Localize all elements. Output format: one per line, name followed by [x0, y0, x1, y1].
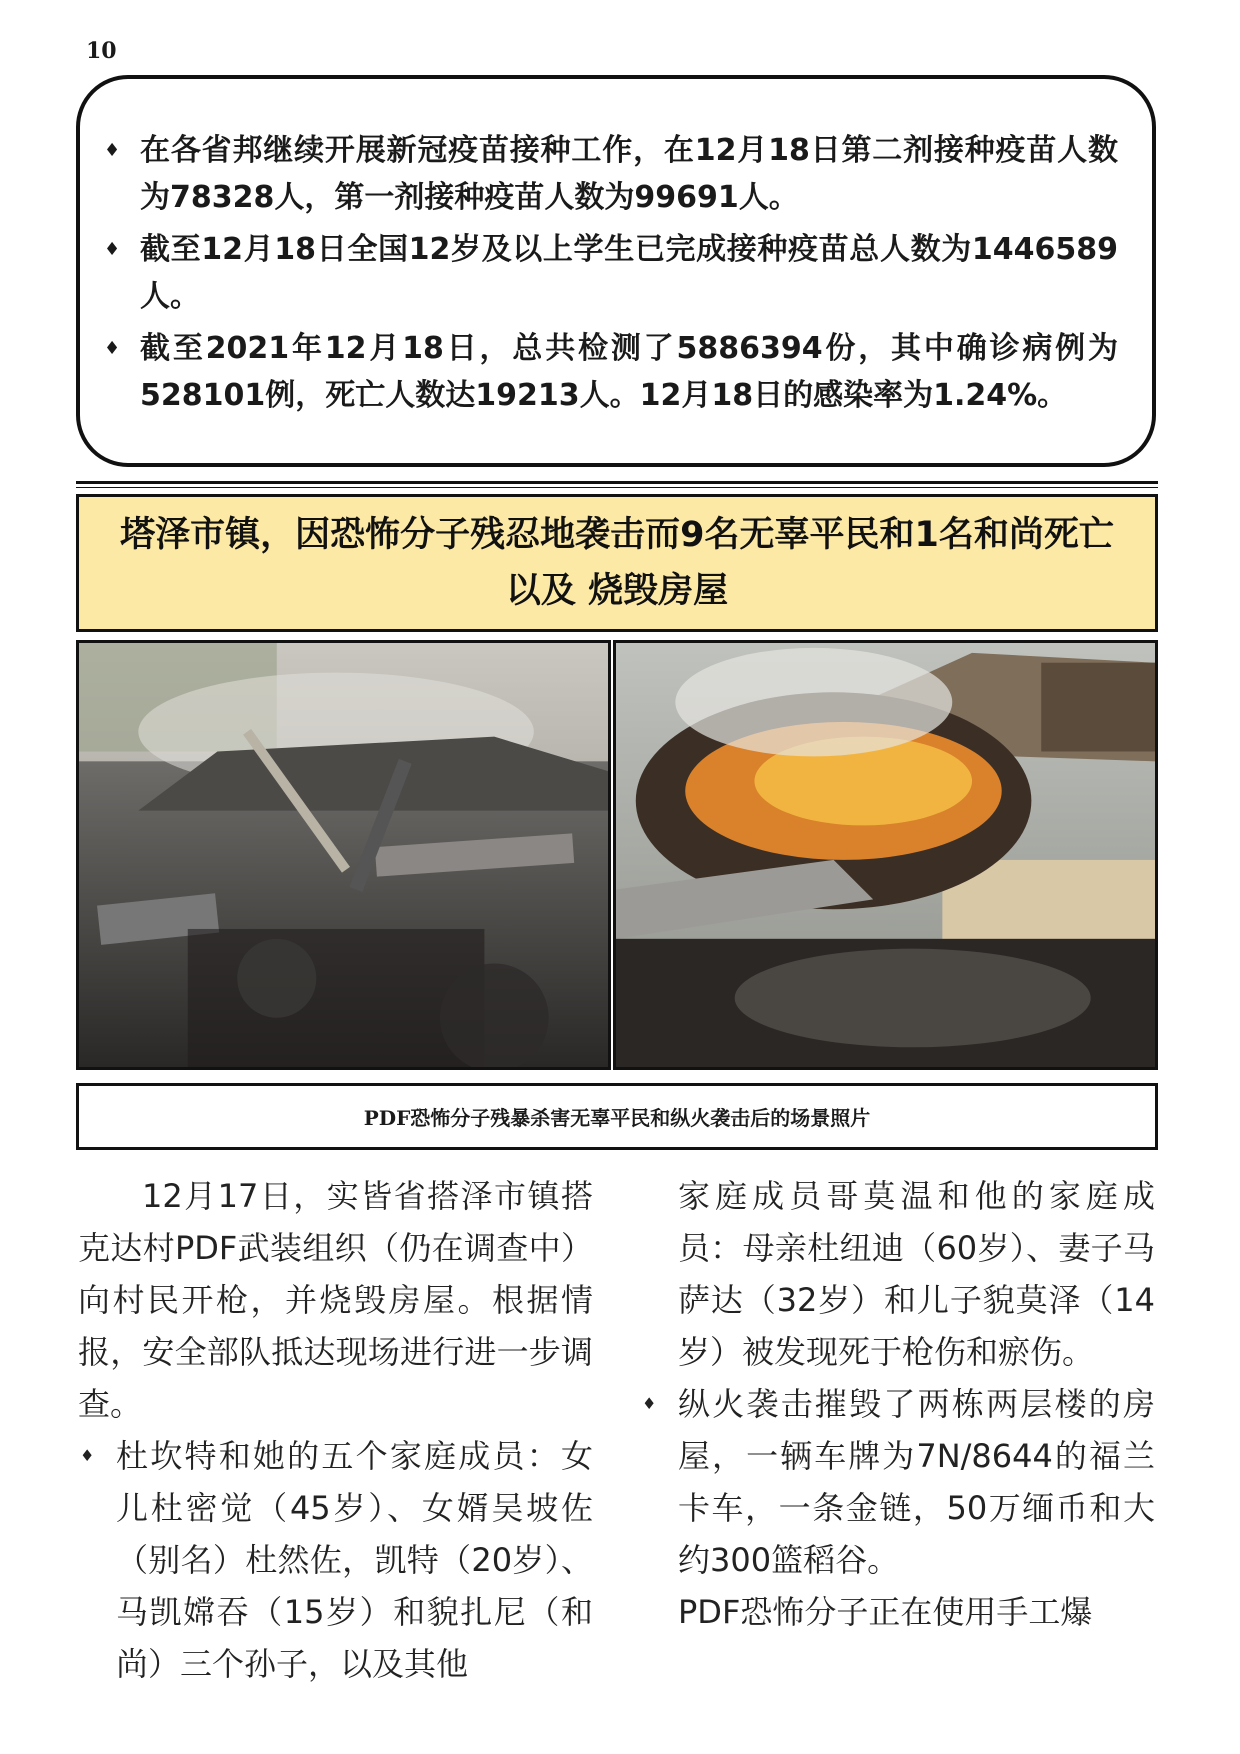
diamond-bullet-icon: ♦ [104, 140, 121, 161]
right-column [640, 1170, 1155, 1638]
burning-hay-fire-photo [613, 640, 1158, 1070]
stats-item-text: 在各省邦继续开展新冠疫苗接种工作，在12月18日第二剂接种疫苗人数为78328人，第一剂接种疫苗人数为99691人。 [140, 133, 1118, 215]
diamond-bullet-icon: ♦ [104, 338, 121, 359]
stats-item [104, 226, 1118, 320]
closing-paragraph: PDF恐怖分子正在使用手工爆 [678, 1593, 1093, 1631]
victims-list-item [78, 1430, 593, 1690]
stats-item-text: 截至2021年12月18日，总共检测了5886394份，其中确诊病例为528101例，死亡人数达19213人。12月18日的感染率为1.24%。 [140, 331, 1118, 413]
page-number: 10 [86, 38, 117, 64]
diamond-bullet-icon: ♦ [80, 1446, 95, 1465]
victims-continuation: 家庭成员哥莫温和他的家庭成员：母亲杜纽迪（60岁）、妻子马萨达（32岁）和儿子貌莫泽（14岁）被发现死于枪伤和瘀伤。 [678, 1177, 1155, 1371]
photo-caption: PDF恐怖分子残暴杀害无辜平民和纵火袭击后的场景照片 [76, 1083, 1158, 1150]
stats-item [104, 325, 1118, 419]
diamond-bullet-icon: ♦ [642, 1394, 657, 1413]
stats-item-text: 截至12月18日全国12岁及以上学生已完成接种疫苗总人数为1446589人。 [140, 232, 1118, 314]
damage-list-item [640, 1378, 1155, 1586]
left-column [78, 1170, 593, 1690]
covid-stats-box [76, 75, 1156, 467]
stats-item [104, 127, 1118, 221]
section-divider [76, 481, 1158, 484]
article-headline: 塔泽市镇，因恐怖分子残忍地袭击而9名无辜平民和1名和尚死亡以及 烧毁房屋 [76, 494, 1158, 632]
article-intro: 12月17日，实皆省搭泽市镇搭克达村PDF武装组织（仍在调查中）向村民开枪，并烧毁房屋。根据情报，安全部队抵达现场进行进一步调查。 [78, 1177, 593, 1423]
burnt-house-ruins-photo [76, 640, 611, 1070]
victims-text: 杜坎特和她的五个家庭成员：女儿杜密觉（45岁）、女婿吴坡佐（别名）杜然佐，凯特（20岁）、马凯嫦吞（15岁）和貌扎尼（和尚）三个孙子，以及其他 [116, 1437, 593, 1683]
damage-text: 纵火袭击摧毁了两栋两层楼的房屋，一辆车牌为7N/8644的福兰卡车，一条金链，50万缅币和大约300篮稻谷。 [678, 1385, 1155, 1579]
section-divider-thin [76, 487, 1158, 488]
diamond-bullet-icon: ♦ [104, 239, 121, 260]
